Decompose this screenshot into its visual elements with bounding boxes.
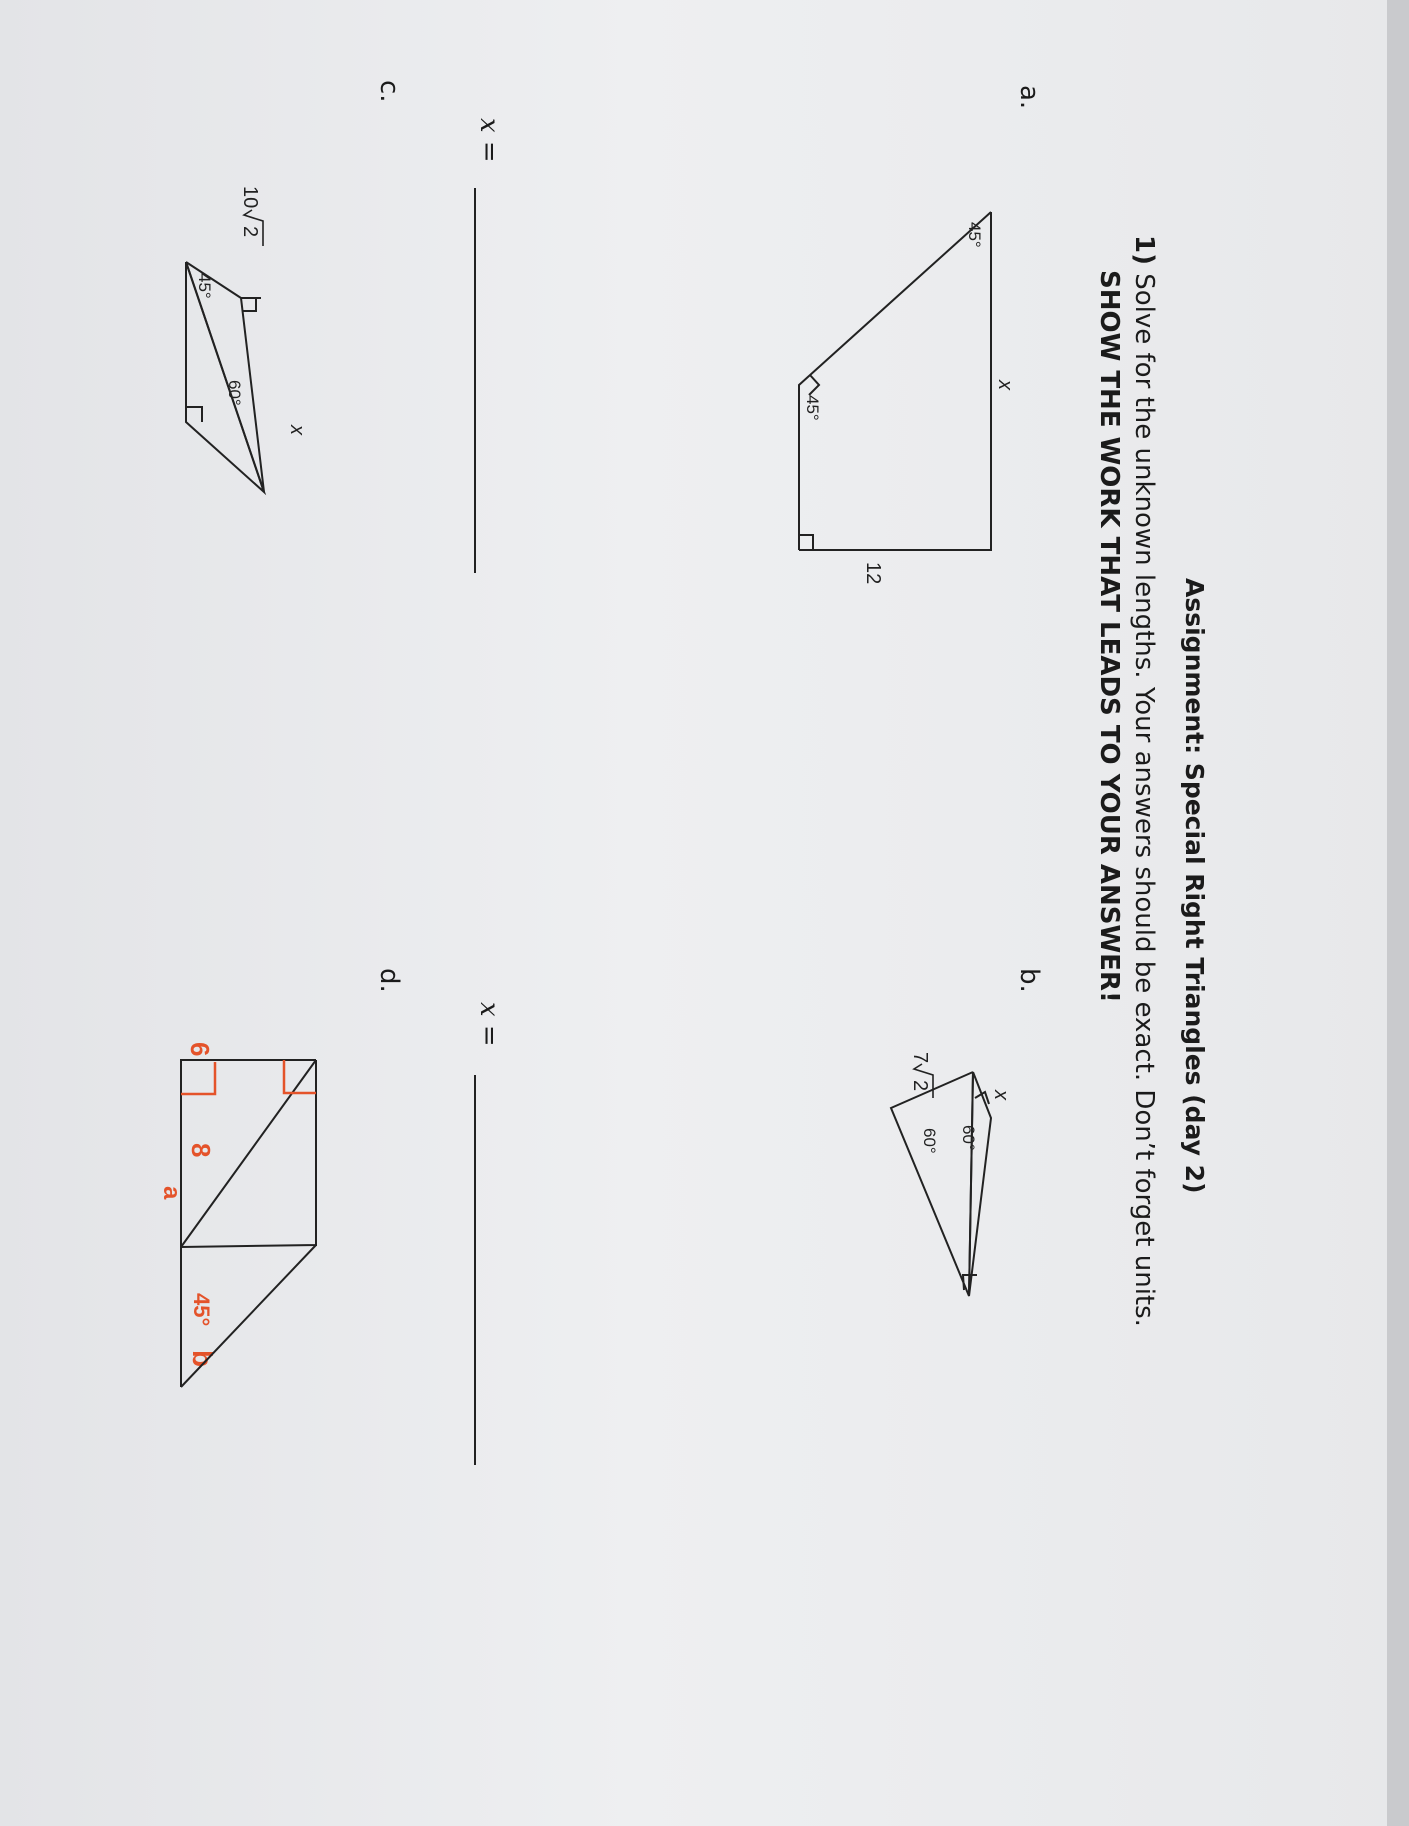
figure-d-side-8: 8 xyxy=(186,1143,216,1158)
figure-b-coef: 7 xyxy=(909,1052,931,1064)
figure-c-right-angle-mark-1 xyxy=(243,298,256,311)
figure-b-side-given xyxy=(909,1052,933,1098)
page-title: Assignment: Special Right Triangles (day 2) xyxy=(1180,578,1209,1194)
figure-a-side-x: x xyxy=(994,380,1016,390)
figure-d-side-6: 6 xyxy=(185,1042,215,1057)
figure-a xyxy=(799,212,991,550)
figure-c-side-x: x xyxy=(286,425,308,435)
figure-b-radicand: 2 xyxy=(909,1080,931,1092)
figure-c-angle-45: 45° xyxy=(195,273,214,299)
figure-d-side-a: a xyxy=(158,1186,185,1200)
problem-a-answer-label: x = xyxy=(474,118,504,163)
figure-c-side-given xyxy=(239,186,263,246)
problem-a-letter: a. xyxy=(1014,85,1044,110)
figure-c-radicand: 2 xyxy=(239,226,261,238)
figure-b-angle-2: 60° xyxy=(920,1128,939,1154)
figure-d-angle-45: 45° xyxy=(189,1293,214,1327)
figure-a-right-angle-mark-1 xyxy=(809,375,819,395)
figure-a-angle-mid: 45° xyxy=(803,395,822,421)
figure-d-side-b: b xyxy=(187,1350,218,1368)
figure-b-right-angle-mark-1 xyxy=(975,1092,989,1104)
figure-b-side-x: x xyxy=(990,1090,1012,1100)
problem-b-letter: b. xyxy=(1014,968,1044,993)
problem-c-letter: c. xyxy=(374,80,404,103)
instruction-line-2: SHOW THE WORK THAT LEADS TO YOUR ANSWER! xyxy=(1094,270,1124,1003)
instruction-text: Solve for the unknown lengths. Your answers should be exact. Don’t forget units. xyxy=(1129,273,1159,1327)
question-number: 1) xyxy=(1129,235,1159,265)
figure-b-angle-1: 60° xyxy=(959,1125,978,1151)
figure-a-outline xyxy=(799,212,991,550)
problem-b-answer-label: x = xyxy=(474,1002,504,1047)
figure-c-angle-60: 60° xyxy=(225,380,244,406)
figure-b xyxy=(891,1072,991,1296)
figure-b-lower-triangle xyxy=(891,1072,973,1296)
figure-c-right-angle-mark-2 xyxy=(186,407,202,422)
figure-a-lower-triangle xyxy=(799,212,991,550)
figure-c-coef: 10 xyxy=(239,186,261,209)
figure-a-right-angle-mark-2 xyxy=(799,535,813,550)
figure-a-side-12: 12 xyxy=(862,562,884,585)
problem-d-letter: d. xyxy=(374,968,404,993)
figure-a-angle-top: 45° xyxy=(965,222,984,248)
figure-d-right-angle-mark-2 xyxy=(181,1062,215,1094)
